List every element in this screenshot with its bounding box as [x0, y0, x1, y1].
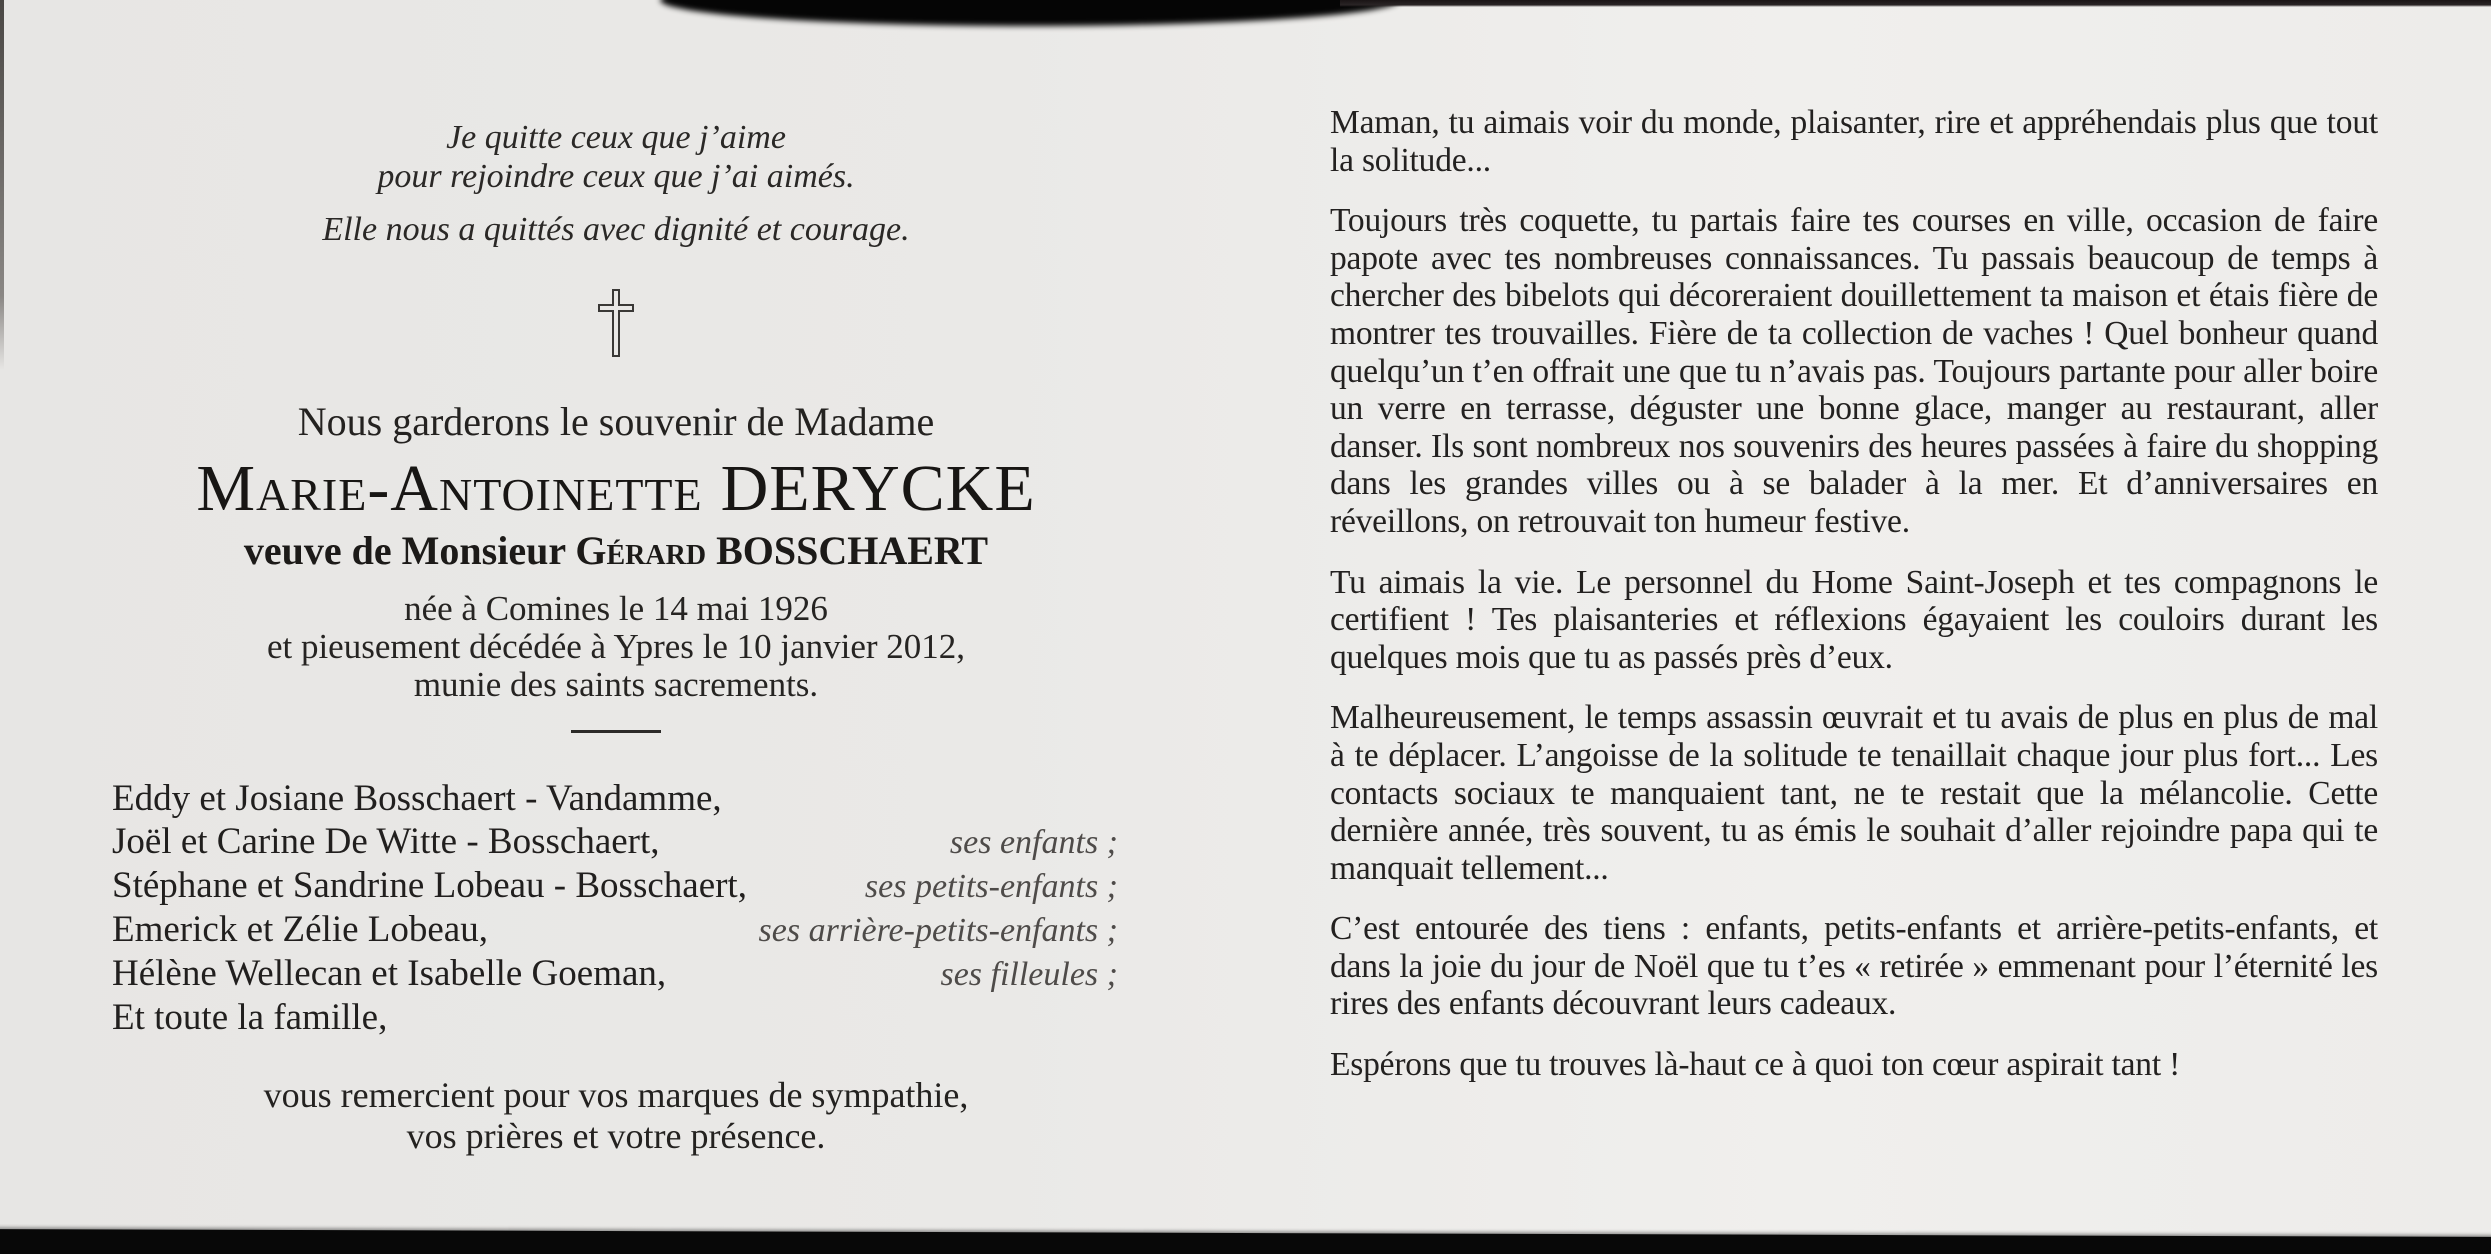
family-row — [112, 777, 1120, 820]
scan-artifact-bottom-bar — [0, 1229, 2491, 1254]
family-names: Emerick et Zélie Lobeau, — [112, 909, 488, 950]
memorial-paragraph-4: Malheureusement, le temps assassin œuvrait et tu avais de plus en plus de mal à te déplacer. L’angoisse de la solitude te tenaillait chaque jour plus fort... Les contacts sociaux te manquaient tant, ne te restait que la mélancolie. Cette dernière année, très souvent, tu as émis le souhait d’aller rejoindre papa qui te manquait tellement... — [1330, 699, 2378, 887]
card-left-page — [112, 0, 1120, 1157]
family-relation: ses enfants ; — [949, 824, 1118, 861]
epigraph-line-1: Je quitte ceux que j’aime — [446, 119, 786, 156]
vital-dates — [112, 590, 1120, 704]
epigraph — [112, 0, 1120, 249]
memorial-paragraph-2: Toujours très coquette, tu partais faire tes courses en ville, occasion de faire papote avec tes nombreuses connaissances. Tu passais beaucoup de temps à chercher des bibelots qui décoreraient douillettement ta maison et étais fière de montrer tes trouvailles. Fière de ta collection de vaches ! Quel bonheur quand quelqu’un t’en offrait une que tu n’avais pas. Toujours partante pour aller boire un verre en terrasse, déguster une bonne glace, manger au restaurant, aller danser. Ils sont nombreux nos souvenirs des heures passées à faire du shopping dans les grandes villes ou à se balader à la mer. Et d’anniversaires en réveillons, on retrouvait ton humeur festive. — [1330, 202, 2378, 540]
family-relation: ses arrière-petits-enfants ; — [758, 912, 1118, 949]
family-names: Eddy et Josiane Bosschaert - Vandamme, — [112, 778, 722, 819]
widow-line — [112, 527, 1120, 574]
thanks-block — [112, 1075, 1120, 1157]
section-divider — [571, 730, 661, 733]
family-row — [112, 864, 1120, 908]
memorial-paragraph-6: Espérons que tu trouves là-haut ce à quoi ton cœur aspirait tant ! — [1330, 1046, 2181, 1084]
widow-prefix: veuve de Monsieur — [243, 528, 576, 573]
scan-artifact-left-edge — [0, 0, 4, 370]
family-names: Joël et Carine De Witte - Bosschaert, — [112, 821, 660, 862]
family-row — [112, 908, 1120, 952]
scan-artifact-top-edge — [1340, 0, 2491, 7]
family-relation: ses filleules ; — [940, 956, 1118, 993]
family-names: Hélène Wellecan et Isabelle Goeman, — [112, 953, 667, 994]
deceased-last-name: DERYCKE — [720, 452, 1036, 525]
husband-first-name: Gérard — [575, 528, 707, 573]
family-names: Stéphane et Sandrine Lobeau - Bosschaert, — [112, 865, 747, 906]
thanks-line-2: vos prières et votre présence. — [406, 1116, 826, 1156]
family-row — [112, 996, 1120, 1039]
deceased-name — [112, 453, 1120, 525]
family-row — [112, 820, 1120, 864]
birth-line: née à Comines le 14 mai 1926 — [404, 589, 828, 628]
family-relation: ses petits-enfants ; — [864, 868, 1118, 905]
card-right-page — [1330, 104, 2378, 1084]
epigraph-line-3: Elle nous a quittés avec dignité et courage. — [322, 211, 910, 248]
death-line: et pieusement décédée à Ypres le 10 janvier 2012, — [266, 627, 966, 666]
memorial-paragraph-5: C’est entourée des tiens : enfants, petits-enfants et arrière-petits-enfants, et dans la joie du jour de Noël que tu t’es « retirée » emmenant pour l’éternité les rires des enfants découvrant leurs cadeaux. — [1330, 910, 2378, 1023]
family-row — [112, 952, 1120, 996]
sacraments-line: munie des saints sacrements. — [413, 665, 819, 704]
family-list — [112, 777, 1120, 1039]
husband-last-name: BOSSCHAERT — [706, 528, 989, 573]
family-names: Et toute la famille, — [112, 997, 388, 1038]
memorial-paragraph-1: Maman, tu aimais voir du monde, plaisanter, rire et appréhendais plus que tout la solitude... — [1330, 104, 2378, 179]
deceased-first-name: Marie-Antoinette — [196, 452, 703, 525]
intro-line: Nous garderons le souvenir de Madame — [297, 399, 935, 444]
memorial-paragraph-3: Tu aimais la vie. Le personnel du Home Saint-Joseph et tes compagnons le certifient ! Tes plaisanteries et réflexions égayaient les couloirs durant les quelques mois que tu as passés près d’eux. — [1330, 563, 2378, 676]
cross-icon — [112, 289, 1120, 362]
epigraph-line-2: pour rejoindre ceux que j’ai aimés. — [377, 158, 855, 195]
thanks-line-1: vous remercient pour vos marques de sympathie, — [263, 1075, 969, 1115]
